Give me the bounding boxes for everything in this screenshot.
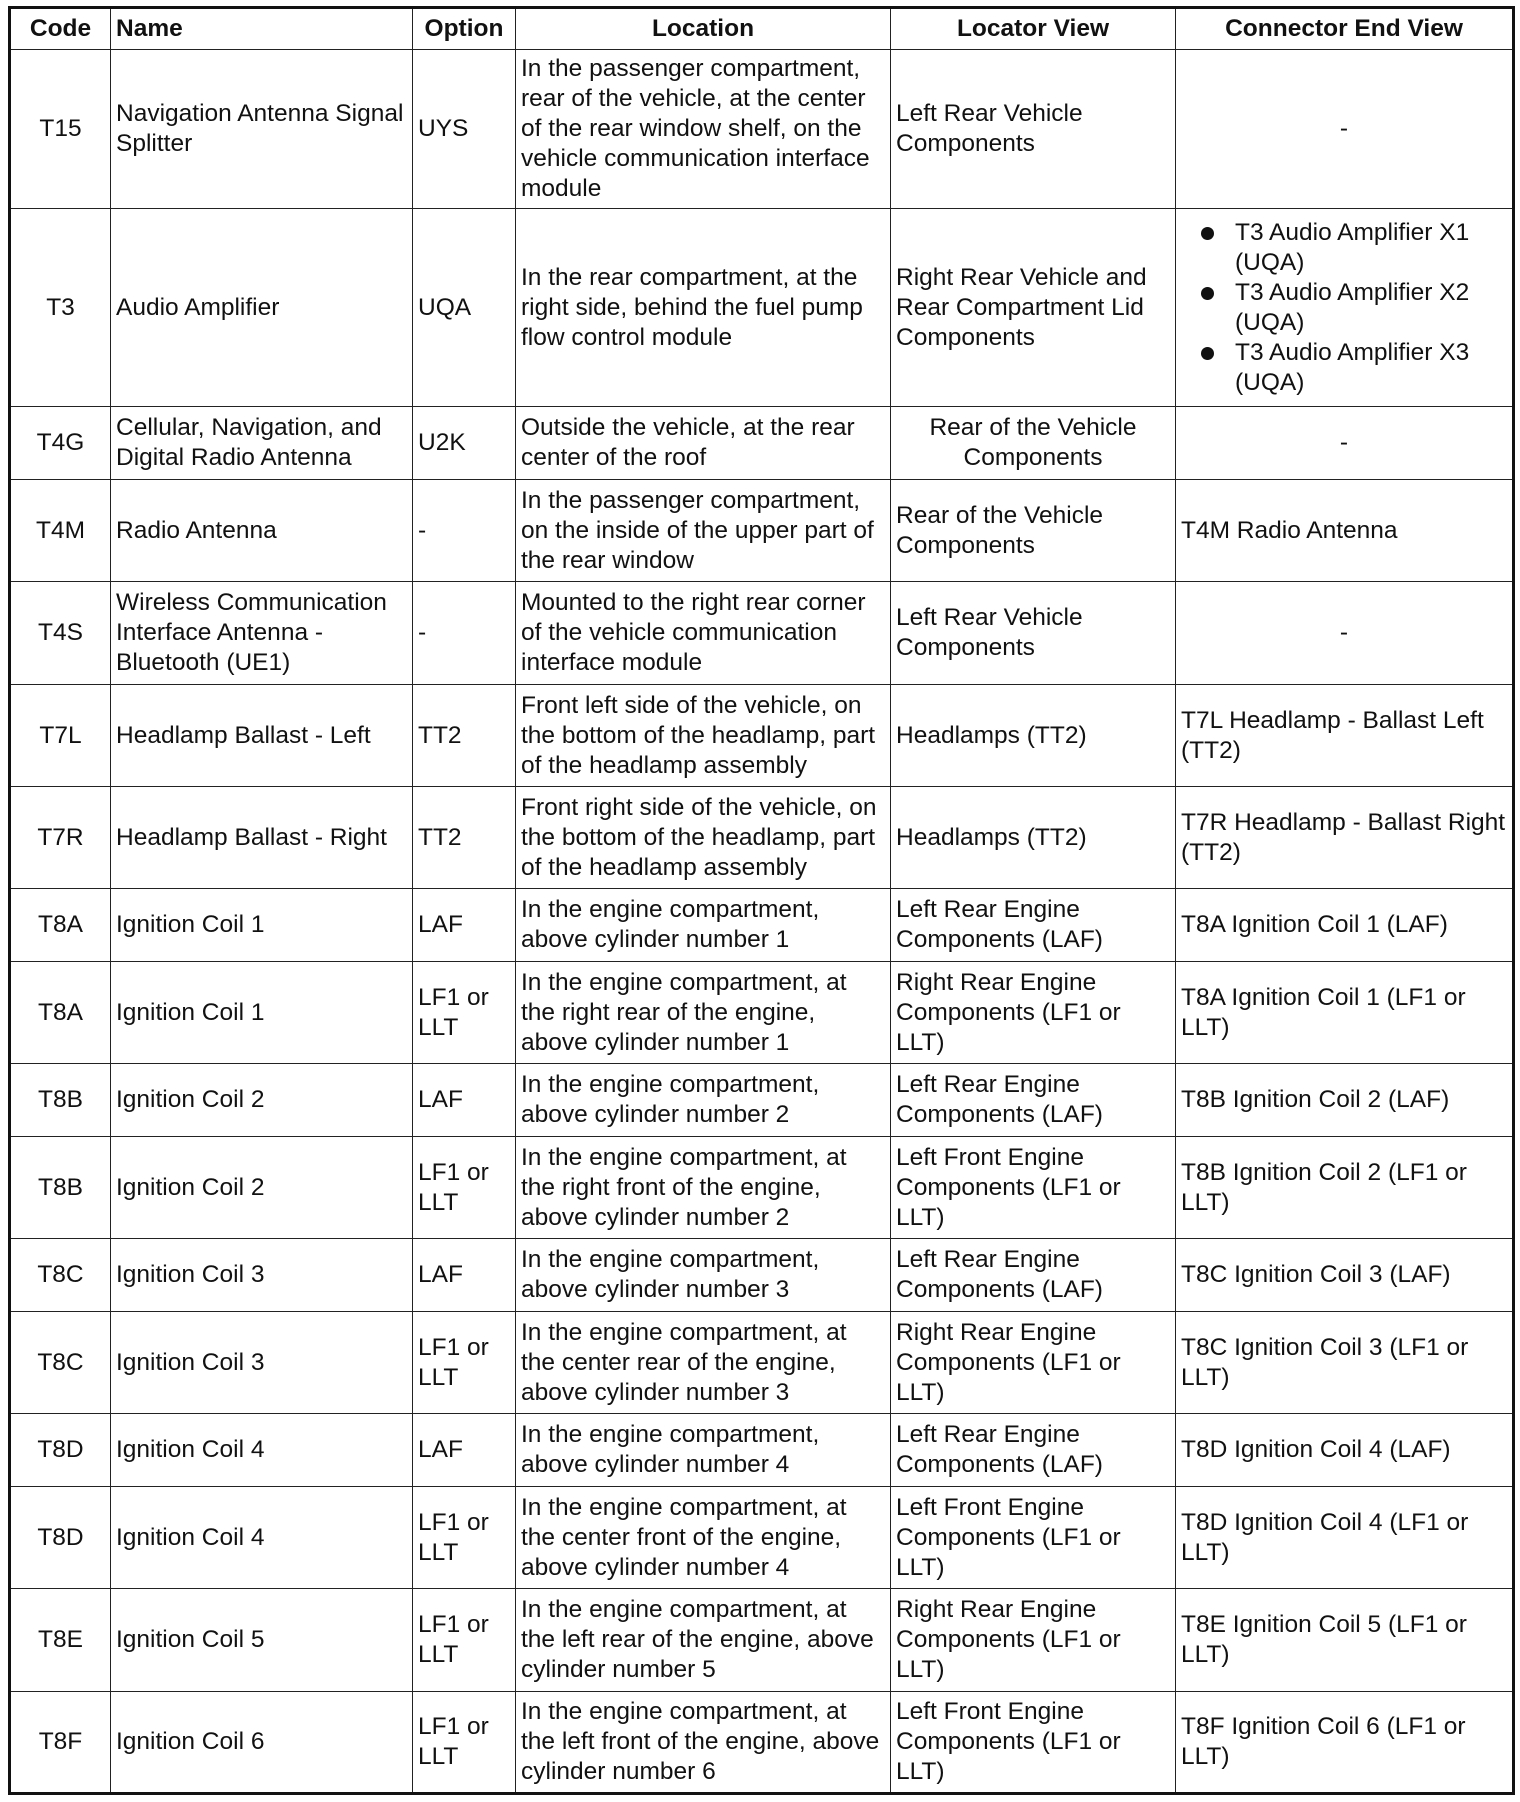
cell-connector-end-view: T8C Ignition Coil 3 (LF1 or LLT)	[1176, 1312, 1514, 1414]
cell-option: LAF	[413, 1414, 516, 1487]
connector-list-item: T3 Audio Amplifier X2 (UQA)	[1235, 278, 1507, 338]
connector-list-item: T3 Audio Amplifier X1 (UQA)	[1235, 218, 1507, 278]
cell-connector-end-view: -	[1176, 582, 1514, 685]
cell-location: Mounted to the right rear corner of the vehicle communication interface module	[516, 582, 891, 685]
cell-locator-view: Rear of the Vehicle Components	[891, 480, 1176, 582]
cell-name: Ignition Coil 1	[111, 962, 413, 1064]
cell-option: LAF	[413, 889, 516, 962]
cell-option: LF1 or LLT	[413, 1137, 516, 1239]
cell-location: In the engine compartment, at the right rear of the engine, above cylinder number 1	[516, 962, 891, 1064]
cell-location: In the engine compartment, at the center front of the engine, above cylinder number 4	[516, 1487, 891, 1589]
cell-name: Ignition Coil 2	[111, 1137, 413, 1239]
cell-connector-end-view: T8A Ignition Coil 1 (LAF)	[1176, 889, 1514, 962]
cell-code: T8F	[10, 1692, 111, 1794]
cell-location: In the engine compartment, above cylinder number 3	[516, 1239, 891, 1312]
cell-connector-end-view: T8B Ignition Coil 2 (LF1 or LLT)	[1176, 1137, 1514, 1239]
cell-option: LF1 or LLT	[413, 1487, 516, 1589]
cell-option: UYS	[413, 50, 516, 209]
table-row	[10, 1692, 1514, 1794]
cell-location: In the engine compartment, at the left rear of the engine, above cylinder number 5	[516, 1589, 891, 1692]
connector-list-item: T3 Audio Amplifier X3 (UQA)	[1235, 338, 1507, 398]
cell-name: Cellular, Navigation, and Digital Radio Antenna	[111, 407, 413, 480]
cell-location: Outside the vehicle, at the rear center of the roof	[516, 407, 891, 480]
table-row	[10, 1064, 1514, 1137]
cell-connector-end-view: -	[1176, 50, 1514, 209]
cell-locator-view: Headlamps (TT2)	[891, 685, 1176, 787]
cell-location: In the engine compartment, above cylinder number 4	[516, 1414, 891, 1487]
cell-code: T8C	[10, 1312, 111, 1414]
cell-code: T8A	[10, 889, 111, 962]
header-location: Location	[516, 8, 891, 50]
cell-location: In the passenger compartment, rear of the vehicle, at the center of the rear window shelf, on the vehicle communication interface module	[516, 50, 891, 209]
cell-option: LF1 or LLT	[413, 962, 516, 1064]
cell-locator-view: Right Rear Engine Components (LF1 or LLT)	[891, 1589, 1176, 1692]
cell-location: Front left side of the vehicle, on the bottom of the headlamp, part of the headlamp assembly	[516, 685, 891, 787]
cell-code: T4S	[10, 582, 111, 685]
header-row	[10, 8, 1514, 50]
cell-connector-end-view: T8E Ignition Coil 5 (LF1 or LLT)	[1176, 1589, 1514, 1692]
cell-option: LF1 or LLT	[413, 1692, 516, 1794]
cell-locator-view: Left Rear Vehicle Components	[891, 50, 1176, 209]
cell-code: T4G	[10, 407, 111, 480]
cell-name: Ignition Coil 4	[111, 1414, 413, 1487]
component-locator-table	[8, 6, 1515, 1795]
cell-location: In the engine compartment, above cylinder number 1	[516, 889, 891, 962]
cell-locator-view: Left Front Engine Components (LF1 or LLT)	[891, 1137, 1176, 1239]
cell-location: In the engine compartment, above cylinder number 2	[516, 1064, 891, 1137]
table-row	[10, 1137, 1514, 1239]
cell-location: In the engine compartment, at the left front of the engine, above cylinder number 6	[516, 1692, 891, 1794]
cell-name: Ignition Coil 5	[111, 1589, 413, 1692]
cell-location: Front right side of the vehicle, on the bottom of the headlamp, part of the headlamp assembly	[516, 787, 891, 889]
cell-code: T4M	[10, 480, 111, 582]
cell-locator-view: Left Front Engine Components (LF1 or LLT)	[891, 1692, 1176, 1794]
cell-code: T8B	[10, 1064, 111, 1137]
cell-connector-end-view: T8F Ignition Coil 6 (LF1 or LLT)	[1176, 1692, 1514, 1794]
table-row	[10, 582, 1514, 685]
cell-location: In the rear compartment, at the right side, behind the fuel pump flow control module	[516, 209, 891, 407]
cell-code: T15	[10, 50, 111, 209]
cell-code: T8D	[10, 1487, 111, 1589]
cell-name: Ignition Coil 4	[111, 1487, 413, 1589]
cell-locator-view: Right Rear Vehicle and Rear Compartment Lid Components	[891, 209, 1176, 407]
table-row	[10, 407, 1514, 480]
cell-code: T7L	[10, 685, 111, 787]
cell-option: UQA	[413, 209, 516, 407]
cell-location: In the passenger compartment, on the inside of the upper part of the rear window	[516, 480, 891, 582]
cell-option: LF1 or LLT	[413, 1312, 516, 1414]
cell-locator-view: Left Front Engine Components (LF1 or LLT)	[891, 1487, 1176, 1589]
table-row	[10, 1239, 1514, 1312]
cell-location: In the engine compartment, at the right front of the engine, above cylinder number 2	[516, 1137, 891, 1239]
cell-location: In the engine compartment, at the center rear of the engine, above cylinder number 3	[516, 1312, 891, 1414]
cell-name: Ignition Coil 2	[111, 1064, 413, 1137]
cell-code: T8C	[10, 1239, 111, 1312]
cell-locator-view: Right Rear Engine Components (LF1 or LLT)	[891, 1312, 1176, 1414]
cell-connector-end-view	[1176, 209, 1514, 407]
cell-locator-view: Left Rear Engine Components (LAF)	[891, 1064, 1176, 1137]
cell-code: T7R	[10, 787, 111, 889]
cell-name: Headlamp Ballast - Left	[111, 685, 413, 787]
cell-option: LAF	[413, 1064, 516, 1137]
cell-name: Wireless Communication Interface Antenna - Bluetooth (UE1)	[111, 582, 413, 685]
cell-code: T8E	[10, 1589, 111, 1692]
cell-option: -	[413, 480, 516, 582]
table-row	[10, 962, 1514, 1064]
table-row	[10, 209, 1514, 407]
cell-connector-end-view: T8D Ignition Coil 4 (LAF)	[1176, 1414, 1514, 1487]
cell-option: TT2	[413, 787, 516, 889]
cell-connector-end-view: T8A Ignition Coil 1 (LF1 or LLT)	[1176, 962, 1514, 1064]
cell-locator-view: Left Rear Vehicle Components	[891, 582, 1176, 685]
cell-option: U2K	[413, 407, 516, 480]
cell-locator-view: Left Rear Engine Components (LAF)	[891, 889, 1176, 962]
header-locator-view: Locator View	[891, 8, 1176, 50]
cell-name: Ignition Coil 3	[111, 1239, 413, 1312]
cell-connector-end-view: T4M Radio Antenna	[1176, 480, 1514, 582]
cell-name: Headlamp Ballast - Right	[111, 787, 413, 889]
cell-option: LAF	[413, 1239, 516, 1312]
header-name: Name	[111, 8, 413, 50]
cell-connector-end-view: T8C Ignition Coil 3 (LAF)	[1176, 1239, 1514, 1312]
header-connector-end-view: Connector End View	[1176, 8, 1514, 50]
table-row	[10, 1414, 1514, 1487]
cell-option: TT2	[413, 685, 516, 787]
cell-code: T8D	[10, 1414, 111, 1487]
cell-name: Ignition Coil 6	[111, 1692, 413, 1794]
cell-locator-view: Left Rear Engine Components (LAF)	[891, 1239, 1176, 1312]
cell-connector-end-view: T8D Ignition Coil 4 (LF1 or LLT)	[1176, 1487, 1514, 1589]
cell-locator-view: Rear of the Vehicle Components	[891, 407, 1176, 480]
cell-code: T3	[10, 209, 111, 407]
header-option: Option	[413, 8, 516, 50]
connector-list	[1181, 218, 1507, 398]
cell-connector-end-view: T7R Headlamp - Ballast Right (TT2)	[1176, 787, 1514, 889]
cell-connector-end-view: T8B Ignition Coil 2 (LAF)	[1176, 1064, 1514, 1137]
cell-name: Navigation Antenna Signal Splitter	[111, 50, 413, 209]
cell-option: LF1 or LLT	[413, 1589, 516, 1692]
header-code: Code	[10, 8, 111, 50]
cell-locator-view: Left Rear Engine Components (LAF)	[891, 1414, 1176, 1487]
table-row	[10, 889, 1514, 962]
table-row	[10, 50, 1514, 209]
table-row	[10, 685, 1514, 787]
cell-locator-view: Headlamps (TT2)	[891, 787, 1176, 889]
table-row	[10, 1487, 1514, 1589]
cell-connector-end-view: -	[1176, 407, 1514, 480]
table-row	[10, 1312, 1514, 1414]
cell-code: T8B	[10, 1137, 111, 1239]
cell-name: Audio Amplifier	[111, 209, 413, 407]
cell-code: T8A	[10, 962, 111, 1064]
cell-connector-end-view: T7L Headlamp - Ballast Left (TT2)	[1176, 685, 1514, 787]
cell-option: -	[413, 582, 516, 685]
cell-name: Ignition Coil 1	[111, 889, 413, 962]
cell-locator-view: Right Rear Engine Components (LF1 or LLT)	[891, 962, 1176, 1064]
cell-name: Radio Antenna	[111, 480, 413, 582]
cell-name: Ignition Coil 3	[111, 1312, 413, 1414]
table-row	[10, 1589, 1514, 1692]
table-row	[10, 480, 1514, 582]
table-row	[10, 787, 1514, 889]
